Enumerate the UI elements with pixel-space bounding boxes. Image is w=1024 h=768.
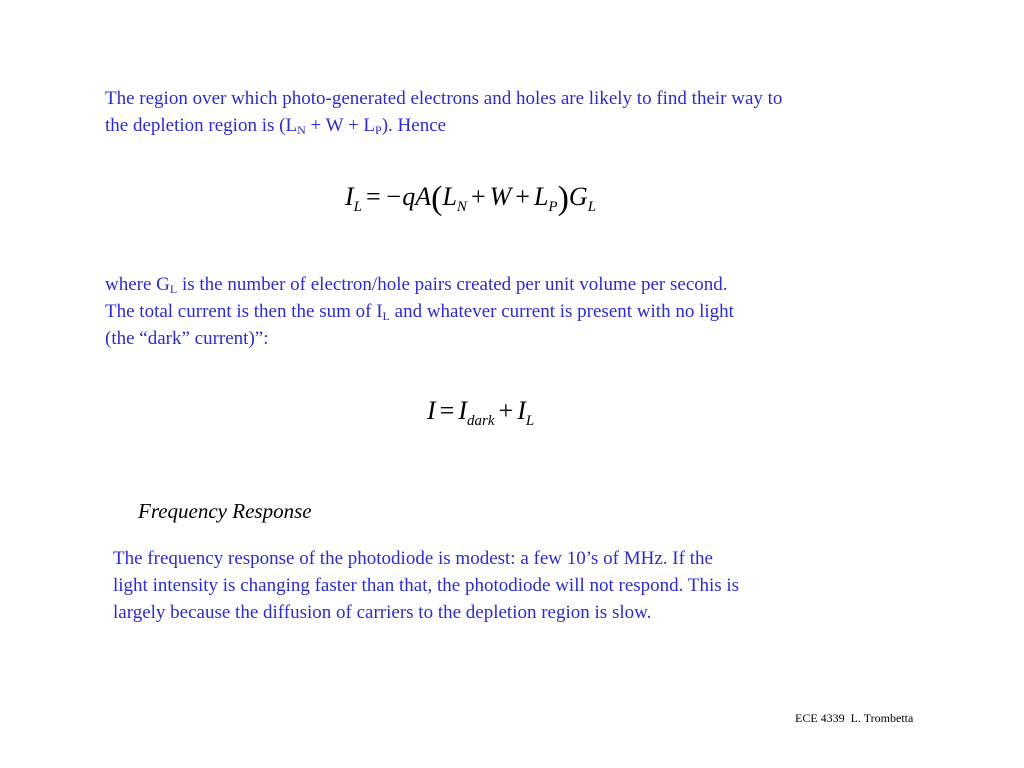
explanation-line-2: [105, 298, 734, 325]
frequency-line-1: The frequency response of the photodiode is modest: a few 10’s of MHz. If the: [113, 548, 713, 569]
eq1-sub-l2: L: [587, 199, 597, 215]
eq1-symbol-g: G: [568, 182, 588, 211]
footer-credit: ECE 4339 L. Trombetta: [795, 711, 914, 725]
intro-line-1: The region over which photo-generated electrons and holes are likely to find their way to: [105, 88, 783, 109]
eq2-equals: =: [439, 396, 455, 425]
eq2-symbol-i2: I: [458, 396, 468, 425]
eq2-plus: +: [498, 396, 514, 425]
eq1-open-paren: (: [431, 180, 443, 217]
intro-line-2-post: ). Hence: [381, 115, 447, 136]
subscript-p: P: [375, 123, 382, 137]
intro-paragraph: [105, 85, 782, 139]
intro-line-2: [105, 112, 782, 139]
subscript-n: N: [297, 123, 306, 137]
eq1-plus-1: +: [470, 182, 486, 211]
eq1-sub-p: P: [548, 199, 558, 215]
explanation-line-2-pre: The total current is then the sum of I: [105, 301, 383, 322]
eq1-equals: =: [366, 182, 381, 211]
eq2-symbol-i: I: [427, 396, 436, 425]
frequency-line-2: light intensity is changing faster than that, the photodiode will not respond. This is: [113, 575, 740, 596]
explanation-line-2-post: and whatever current is present with no light: [389, 301, 734, 322]
explanation-line-3: (the “dark” current)”:: [105, 328, 269, 349]
eq1-symbol-i: I: [345, 182, 354, 211]
light-current-equation: [345, 180, 597, 217]
frequency-paragraph: [113, 545, 739, 626]
eq2-symbol-i3: I: [517, 396, 526, 425]
eq1-close-paren: ): [557, 180, 569, 217]
subscript-l-2: L: [382, 309, 390, 323]
eq1-symbol-l2: L: [533, 182, 549, 211]
explanation-paragraph: [105, 271, 734, 352]
explanation-line-1-post: is the number of electron/hole pairs created per unit volume per second.: [177, 274, 728, 295]
total-current-equation: [427, 396, 535, 429]
intro-line-2-pre: the depletion region is (L: [105, 115, 298, 136]
eq1-minus-qa: −qA: [384, 182, 432, 211]
eq2-sub-l: L: [525, 413, 535, 429]
frequency-line-3: largely because the diffusion of carriers to the depletion region is slow.: [113, 602, 652, 623]
intro-line-2-mid: + W + L: [305, 115, 376, 136]
section-heading: Frequency Response: [138, 499, 312, 523]
eq2-sub-dark: dark: [467, 413, 495, 429]
subscript-l-1: L: [169, 282, 178, 296]
eq1-sub-n: N: [456, 199, 467, 215]
eq1-symbol-w: W: [489, 182, 512, 211]
eq1-plus-2: +: [515, 182, 530, 211]
eq1-sub-l: L: [353, 199, 363, 215]
eq1-symbol-l1: L: [442, 182, 457, 211]
explanation-line-1: [105, 271, 734, 298]
explanation-line-1-pre: where G: [105, 274, 170, 295]
